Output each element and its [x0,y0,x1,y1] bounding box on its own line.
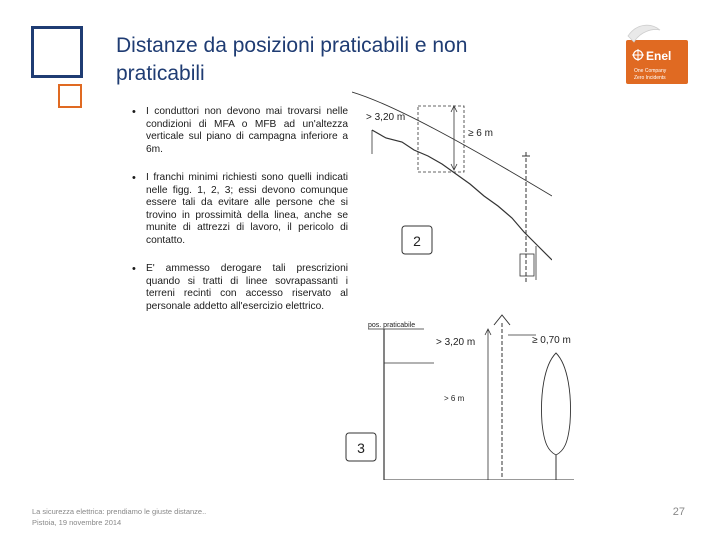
figure-3-number: 3 [357,440,365,456]
bullet-item: • I franchi minimi richiesti sono quelli indicati nelle figg. 1, 2, 3; essi devono comunque essere tali da evitare alle persone che si trovino in prossimità della linea, anche se munite di attrezzi di lavoro, il pericolo di contatto. [130,172,348,247]
decorative-square-small [58,84,82,108]
figure-3-height-label: > 6 m [444,394,465,403]
footer-date: Pistoia, 19 novembre 2014 [32,518,122,527]
figure-3-side-label: ≥ 0,70 m [532,335,571,346]
figure-2-height-label: ≥ 6 m [468,128,493,139]
slide-title: Distanze da posizioni praticabili e non praticabili [116,34,468,85]
terrain-slope [372,130,552,260]
figure-3-position-label: pos. praticabile [368,322,416,329]
bullet-list [130,106,348,329]
figure-3-diagram [344,305,574,480]
figure-2-diagram [352,84,552,294]
page-number: 27 [672,506,685,518]
bullet-item: • I conduttori non devono mai trovarsi nelle condizioni di MFA o MFB ad un'altezza verticale sul piano di campagna inferiore a 6m. [130,106,348,156]
footer-title: La sicurezza elettrica: prendiamo le giuste distanze.. [32,507,207,516]
clearance-box [418,106,464,172]
bullet-item: • E' ammesso derogare tali prescrizioni quando si tratti di linee sovrapassanti i terreni recinti con accesso riservato al personale addetto all'esercizio elettrico. [130,263,348,313]
conductor-line [352,92,552,196]
figure-3-clearance-label: > 3,20 m [436,337,476,348]
figure-2-clearance-label: > 3,20 m [366,112,406,123]
footer [32,506,332,528]
logo-tagline-2: Zero Incidents [634,75,666,81]
tree-icon [542,353,571,455]
logo-brand: Enel [646,49,672,63]
enel-logo [622,22,692,84]
logo-curl [628,25,660,42]
logo-tagline-1: One Company [634,68,667,74]
decorative-square-large [31,26,83,78]
figure-2-number: 2 [413,233,421,249]
pole-base [520,254,534,276]
